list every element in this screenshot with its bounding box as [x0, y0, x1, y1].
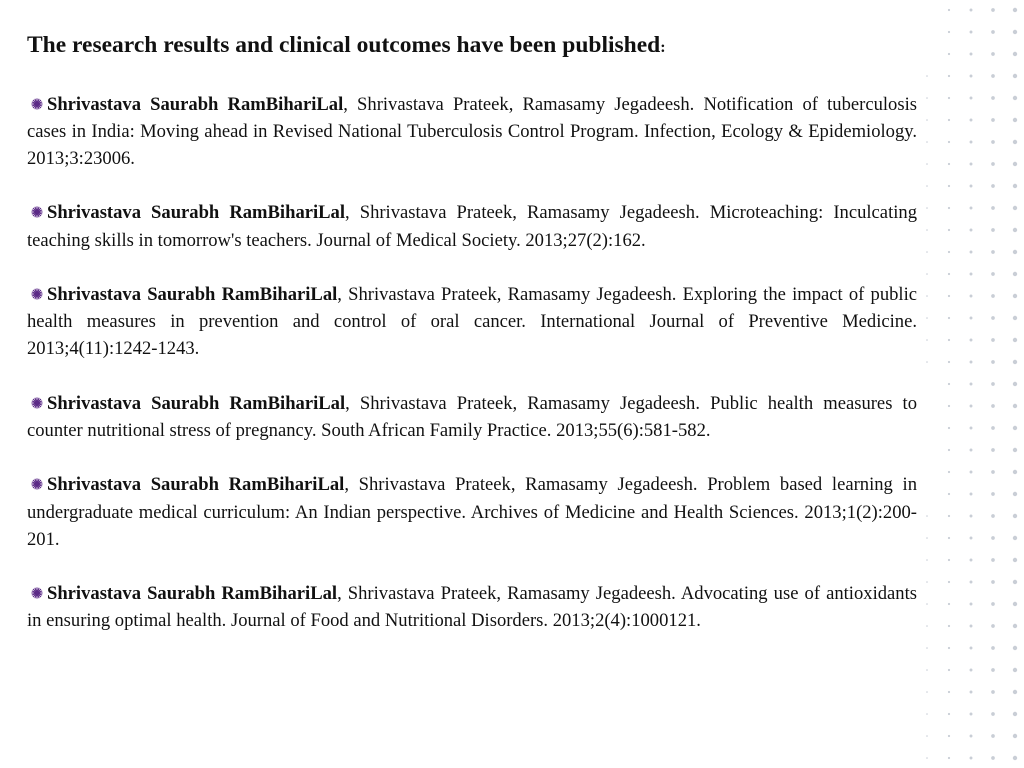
- decorative-dot: [926, 581, 928, 583]
- decorative-dot: [970, 647, 973, 650]
- decorative-dot: [1013, 118, 1017, 122]
- decorative-dot: [991, 558, 995, 562]
- decorative-dot: [926, 515, 928, 517]
- starburst-bullet-icon: [27, 97, 47, 111]
- decorative-dot: [926, 559, 928, 561]
- decorative-dot: [970, 9, 973, 12]
- reference-item: [27, 580, 917, 634]
- reference-author: Shrivastava Saurabh RamBihariLal: [47, 392, 346, 414]
- decorative-dot: [991, 338, 995, 342]
- decorative-dot: [926, 735, 928, 737]
- decorative-dot: [991, 8, 995, 12]
- decorative-dot: [948, 559, 950, 561]
- decorative-dot: [948, 383, 950, 385]
- decorative-dot: [970, 273, 973, 276]
- decorative-dot: [948, 119, 950, 121]
- decorative-dot: [948, 735, 950, 737]
- decorative-dot: [970, 141, 973, 144]
- decorative-dot: [1013, 492, 1017, 496]
- decorative-dot: [991, 602, 995, 606]
- reference-details: , Shrivastava Prateek, Ramasamy Jegadeesh. Public health measures to counter nutritional stress of pregnancy. South African Family Practice. 2013;55(6):581-582.: [27, 392, 917, 441]
- decorative-dot: [991, 294, 995, 298]
- decorative-dot: [991, 74, 995, 78]
- decorative-dot: [926, 295, 928, 297]
- decorative-dot: [1013, 734, 1017, 738]
- reference-author: Shrivastava Saurabh RamBihariLal: [47, 583, 338, 605]
- decorative-dot: [926, 273, 928, 275]
- reference-author: Shrivastava Saurabh RamBihariLal: [47, 474, 345, 496]
- decorative-dot: [970, 317, 973, 320]
- decorative-dot: [991, 118, 995, 122]
- decorative-dot: [948, 537, 950, 539]
- decorative-dot: [948, 75, 950, 77]
- decorative-dot: [970, 735, 973, 738]
- decorative-dot: [926, 119, 928, 121]
- decorative-dot: [948, 471, 950, 473]
- decorative-dot: [991, 646, 995, 650]
- decorative-dot: [926, 537, 928, 539]
- decorative-dot: [1013, 756, 1017, 760]
- decorative-dot: [948, 273, 950, 275]
- decorative-dot: [1013, 206, 1017, 210]
- decorative-dot: [1013, 646, 1017, 650]
- decorative-dot: [991, 426, 995, 430]
- decorative-dot: [991, 756, 995, 760]
- decorative-dot: [1013, 668, 1017, 672]
- decorative-dot: [991, 404, 995, 408]
- decorative-dot: [970, 75, 973, 78]
- decorative-dot: [948, 97, 950, 99]
- decorative-dot: [970, 713, 973, 716]
- decorative-dot: [1013, 360, 1017, 364]
- decorative-dot: [970, 581, 973, 584]
- decorative-dot: [926, 647, 928, 649]
- decorative-dot: [991, 30, 995, 34]
- decorative-dot: [926, 691, 928, 693]
- starburst-bullet-icon: [27, 287, 47, 301]
- decorative-dot: [948, 669, 950, 671]
- reference-details: , Shrivastava Prateek, Ramasamy Jegadeesh. Advocating use of antioxidants in ensuring optimal health. Journal of Food and Nutritional Disorders. 2013;2(4):1000121.: [27, 583, 917, 632]
- decorative-dot: [970, 559, 973, 562]
- decorative-dot: [948, 251, 950, 253]
- decorative-dot: [970, 229, 973, 232]
- decorative-dot: [991, 580, 995, 584]
- decorative-dot: [1013, 316, 1017, 320]
- decorative-dot: [948, 757, 950, 759]
- decorative-dot: [948, 603, 950, 605]
- decorative-dot: [1013, 426, 1017, 430]
- decorative-dot: [926, 229, 928, 231]
- reference-item: [27, 281, 917, 363]
- decorative-dot: [948, 405, 950, 407]
- decorative-dot: [991, 162, 995, 166]
- decorative-dot: [926, 141, 928, 143]
- decorative-dot: [1013, 96, 1017, 100]
- decorative-dot: [970, 31, 973, 34]
- decorative-dot: [926, 603, 928, 605]
- decorative-dot: [926, 361, 928, 363]
- decorative-dot: [1013, 294, 1017, 298]
- decorative-dot: [991, 492, 995, 496]
- slide-title-text: The research results and clinical outcomes have been published: [27, 32, 661, 58]
- decorative-dot: [970, 603, 973, 606]
- decorative-dot: [1013, 228, 1017, 232]
- decorative-dot: [970, 251, 973, 254]
- decorative-dot: [1013, 602, 1017, 606]
- decorative-dot: [926, 163, 928, 165]
- starburst-bullet-icon: [27, 586, 47, 600]
- reference-list: [27, 91, 917, 635]
- decorative-dot: [991, 140, 995, 144]
- slide-title-colon: :: [660, 39, 666, 56]
- reference-item: [27, 471, 917, 553]
- decorative-dot: [948, 493, 950, 495]
- decorative-dot: [926, 625, 928, 627]
- decorative-dot: [948, 53, 950, 55]
- decorative-dot: [926, 185, 928, 187]
- reference-details: , Shrivastava Prateek, Ramasamy Jegadeesh. Exploring the impact of public health measures in prevention and control of oral cancer. International Journal of Preventive Medicine. 2013;4(11):1242-1243.: [27, 283, 917, 360]
- reference-details: , Shrivastava Prateek, Ramasamy Jegadeesh. Notification of tuberculosis cases in India: Moving ahead in Revised National Tuberculosis Control Program. Infection, Ecology & Epidemiology. 2013;3:23006.: [27, 93, 917, 169]
- decorative-dot: [926, 207, 928, 209]
- decorative-dot: [948, 295, 950, 297]
- decorative-dot: [1013, 338, 1017, 342]
- decorative-dot: [1013, 470, 1017, 474]
- decorative-dot: [948, 449, 950, 451]
- decorative-dot: [926, 339, 928, 341]
- reference-item: [27, 199, 917, 253]
- decorative-dot: [1013, 558, 1017, 562]
- decorative-dot: [948, 625, 950, 627]
- decorative-dot: [1013, 74, 1017, 78]
- reference-author: Shrivastava Saurabh RamBihariLal: [47, 283, 338, 305]
- decorative-dot: [970, 471, 973, 474]
- slide-title: [27, 30, 917, 61]
- starburst-bullet-icon: [27, 205, 47, 219]
- decorative-dot: [1013, 8, 1017, 12]
- decorative-dot: [970, 53, 973, 56]
- reference-details: , Shrivastava Prateek, Ramasamy Jegadeesh. Microteaching: Inculcating teaching skills in tomorrow's teachers. Journal of Medical Society. 2013;27(2):162.: [27, 202, 917, 251]
- decorative-dot: [970, 119, 973, 122]
- reference-item: [27, 91, 917, 173]
- decorative-dot: [948, 185, 950, 187]
- decorative-dot: [948, 9, 950, 11]
- decorative-dot: [948, 339, 950, 341]
- starburst-bullet-icon: [27, 477, 47, 491]
- decorative-dot: [948, 713, 950, 715]
- decorative-dot: [991, 448, 995, 452]
- decorative-dot: [1013, 30, 1017, 34]
- decorative-dot: [948, 515, 950, 517]
- decorative-dot: [948, 581, 950, 583]
- decorative-dot: [991, 470, 995, 474]
- decorative-dot: [926, 757, 928, 759]
- starburst-bullet-icon: [27, 396, 47, 410]
- decorative-dot: [970, 449, 973, 452]
- decorative-dot: [991, 382, 995, 386]
- decorative-dot: [926, 97, 928, 99]
- decorative-dot: [948, 31, 950, 33]
- decorative-dot: [970, 625, 973, 628]
- slide-content: [27, 30, 917, 662]
- decorative-dot: [1013, 624, 1017, 628]
- decorative-dot: [970, 207, 973, 210]
- decorative-dot: [1013, 250, 1017, 254]
- reference-item: [27, 390, 917, 444]
- decorative-dot: [991, 734, 995, 738]
- decorative-dot: [991, 360, 995, 364]
- decorative-dot: [970, 427, 973, 430]
- decorative-dot: [991, 228, 995, 232]
- decorative-dot: [926, 713, 928, 715]
- decorative-dot: [970, 97, 973, 100]
- decorative-dot: [991, 690, 995, 694]
- decorative-dot: [991, 184, 995, 188]
- decorative-dot: [970, 515, 973, 518]
- decorative-dot: [991, 536, 995, 540]
- decorative-dot: [991, 624, 995, 628]
- decorative-dot: [1013, 184, 1017, 188]
- decorative-dot: [1013, 448, 1017, 452]
- decorative-dot: [948, 229, 950, 231]
- decorative-dot: [948, 427, 950, 429]
- decorative-dot: [991, 96, 995, 100]
- decorative-dot: [991, 206, 995, 210]
- decorative-dot: [948, 361, 950, 363]
- decorative-dot: [970, 339, 973, 342]
- decorative-dot: [948, 163, 950, 165]
- decorative-dot: [1013, 52, 1017, 56]
- decorative-dot: [926, 251, 928, 253]
- decorative-dot: [970, 691, 973, 694]
- decorative-dot: [948, 691, 950, 693]
- decorative-dot: [970, 185, 973, 188]
- reference-author: Shrivastava Saurabh RamBihariLal: [47, 202, 346, 224]
- decorative-dot: [948, 317, 950, 319]
- reference-details: , Shrivastava Prateek, Ramasamy Jegadeesh. Problem based learning in undergraduate medical curriculum: An Indian perspective. Archives of Medicine and Health Sciences. 2013;1(2):200-201.: [27, 474, 917, 550]
- decorative-dot: [991, 316, 995, 320]
- decorative-dot: [926, 317, 928, 319]
- decorative-dot: [991, 250, 995, 254]
- decorative-dot: [1013, 272, 1017, 276]
- decorative-dot: [970, 493, 973, 496]
- decorative-dot: [970, 361, 973, 364]
- reference-author: Shrivastava Saurabh RamBihariLal: [47, 93, 344, 115]
- decorative-dot: [991, 272, 995, 276]
- decorative-dot: [1013, 690, 1017, 694]
- decorative-dot: [1013, 162, 1017, 166]
- decorative-dot: [970, 537, 973, 540]
- decorative-dot: [1013, 382, 1017, 386]
- decorative-dot: [948, 141, 950, 143]
- decorative-dot: [970, 163, 973, 166]
- decorative-dot: [970, 757, 973, 760]
- decorative-dot: [970, 669, 973, 672]
- decorative-dot: [1013, 404, 1017, 408]
- decorative-dot: [948, 647, 950, 649]
- decorative-dot: [926, 669, 928, 671]
- decorative-dot: [948, 207, 950, 209]
- decorative-dot: [991, 52, 995, 56]
- decorative-dot: [1013, 514, 1017, 518]
- decorative-dot: [991, 514, 995, 518]
- decorative-dot: [1013, 536, 1017, 540]
- decorative-dot: [926, 75, 928, 77]
- decorative-dot: [970, 295, 973, 298]
- decorative-dot: [1013, 712, 1017, 716]
- decorative-dot: [970, 405, 973, 408]
- decorative-dot: [970, 383, 973, 386]
- decorative-dot: [1013, 140, 1017, 144]
- decorative-dot: [1013, 580, 1017, 584]
- decorative-dot: [991, 712, 995, 716]
- decorative-dot: [991, 668, 995, 672]
